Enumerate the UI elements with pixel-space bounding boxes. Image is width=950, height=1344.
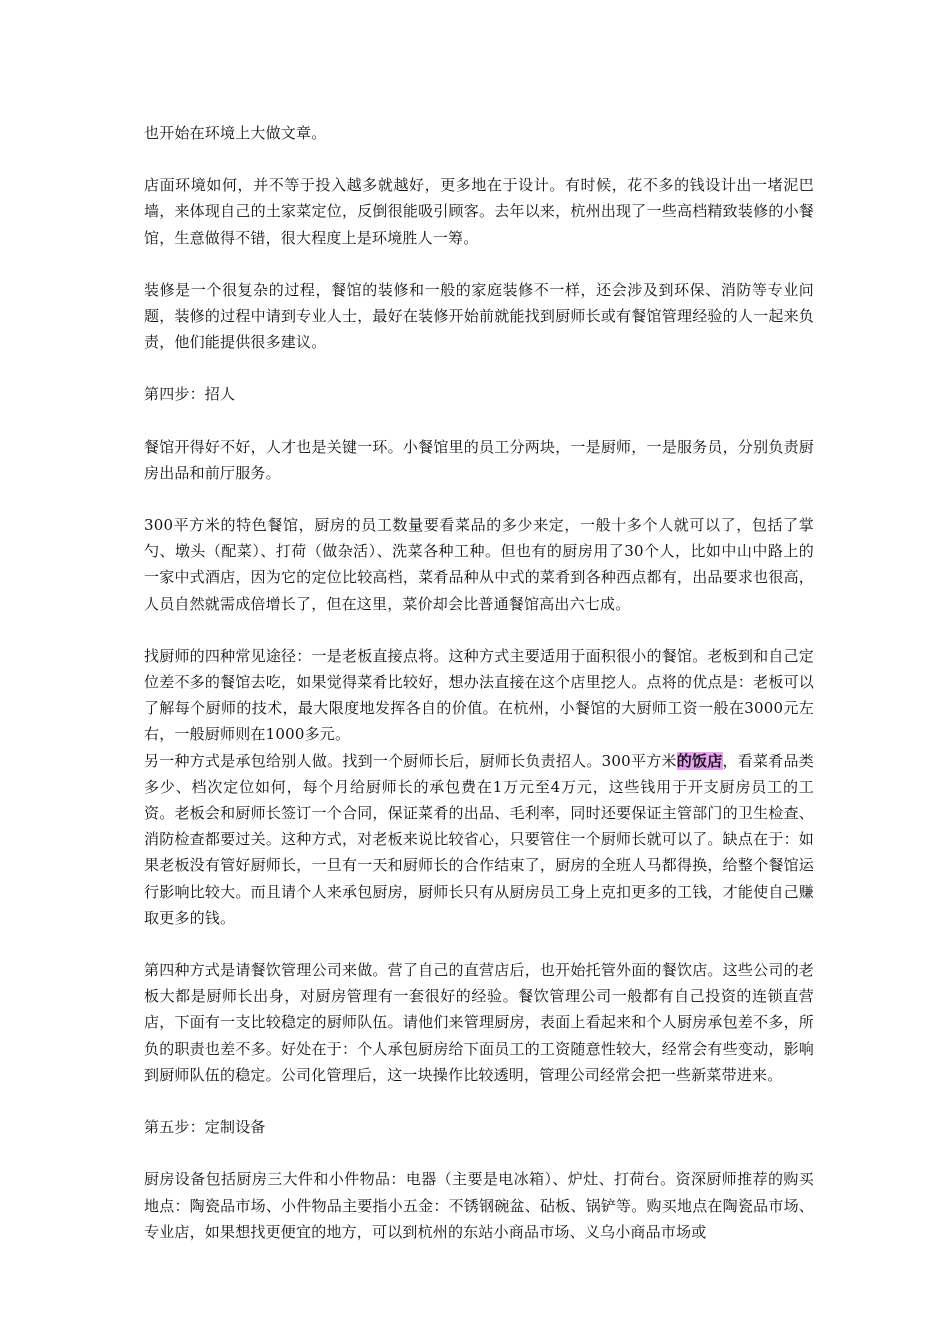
contracting-text-before: 另一种方式是承包给别人做。找到一个厨师长后，厨师长负责招人。300平方米 [144,751,677,770]
paragraph-staffing: 餐馆开得好不好，人才也是关键一环。小餐馆里的员工分两块，一是厨师，一是服务员，分别负责厨房出品和前厅服务。 [144,437,814,482]
paragraph-equipment: 厨房设备包括厨房三大件和小件物品：电器（主要是电冰箱）、炉灶、打荷台。资深厨师推荐的购买地点：陶瓷品市场、小件物品主要指小五金：不锈钢碗盆、砧板、锅铲等。购买地点在陶瓷品市场、专业店，如果想找更便宜的地方，可以到杭州的东站小商品市场、义乌小商品市场或 [144,1170,814,1241]
document-body [144,120,814,1245]
paragraph-intro-fragment: 也开始在环境上大做文章。 [144,124,327,142]
heading-step-five: 第五步：定制设备 [144,1118,266,1137]
paragraph-store-environment: 店面环境如何，并不等于投入越多就越好，更多地在于设计。有时候，花不多的钱设计出一堵泥巴墙，来体现自己的土家菜定位，反倒很能吸引顾客。去年以来，杭州出现了一些高档精致装修的小餐馆，生意做得不错，很大程度上是环境胜人一筹。 [144,176,814,247]
paragraph-kitchen-staff: 300平方米的特色餐馆，厨房的员工数量要看菜品的多少来定，一般十多个人就可以了，包括了掌勺、墩头（配菜）、打荷（做杂活）、洗菜各种工种。但也有的厨房用了30个人，比如中山中路上的一家中式酒店，因为它的定位比较高档，菜肴品种从中式的菜肴到各种西点都有，出品要求也很高，人员自然就需成倍增长了，但在这里，菜价却会比普通餐馆高出六七成。 [144,516,814,613]
paragraph-renovation: 装修是一个很复杂的过程，餐馆的装修和一般的家庭装修不一样，还会涉及到环保、消防等专业问题，装修的过程中请到专业人士，最好在装修开始前就能找到厨师长或有餐馆管理经验的人一起来负责，他们能提供很多建议。 [144,280,814,352]
highlighted-text: 的饭店 [676,751,723,770]
heading-step-four: 第四步：招人 [144,385,236,404]
paragraph-hiring-ways: 找厨师的四种常见途径：一是老板直接点将。这种方式主要适用于面积很小的餐馆。老板到和自己定位差不多的餐馆去吃，如果觉得菜肴比较好，想办法直接在这个店里挖人。点将的优点是：老板可以了解每个厨师的技术，最大限度地发挥各自的价值。在杭州，小餐馆的大厨师工资一般在3000元左右，一般厨师则在1000多元。 [144,646,814,744]
contracting-text-after: ，看菜肴品类多少、档次定位如何，每个月给厨师长的承包费在1万元至4万元，这些钱用于开支厨房员工的工资。老板会和厨师长签订一个合同，保证菜肴的出品、毛利率，同时还要保证主管部门的卫生检查、消防检查都要过关。这种方式，对老板来说比较省心，只要管住一个厨师长就可以了。缺点在于：如果老板没有管好厨师长，一旦有一天和厨师长的合作结束了，厨房的全班人马都得换，给整个餐馆运行影响比较大。而且请个人来承包厨房，厨师长只有从厨房员工身上克扣更多的工钱，才能使自己赚取更多的钱。 [144,751,814,927]
paragraph-contracting [144,748,814,931]
paragraph-management-company: 第四种方式是请餐饮管理公司来做。营了自己的直营店后，也开始托管外面的餐饮店。这些公司的老板大都是厨师长出身，对厨房管理有一套很好的经验。餐饮管理公司一般都有自己投资的连锁直营店，下面有一支比较稳定的厨师队伍。请他们来管理厨房，表面上看起来和个人厨房承包差不多，所负的职责也差不多。好处在于：个人承包厨房给下面员工的工资随意性较大，经常会有些变动，影响到厨师队伍的稳定。公司化管理后，这一块操作比较透明，管理公司经常会把一些新菜带进来。 [144,961,814,1084]
